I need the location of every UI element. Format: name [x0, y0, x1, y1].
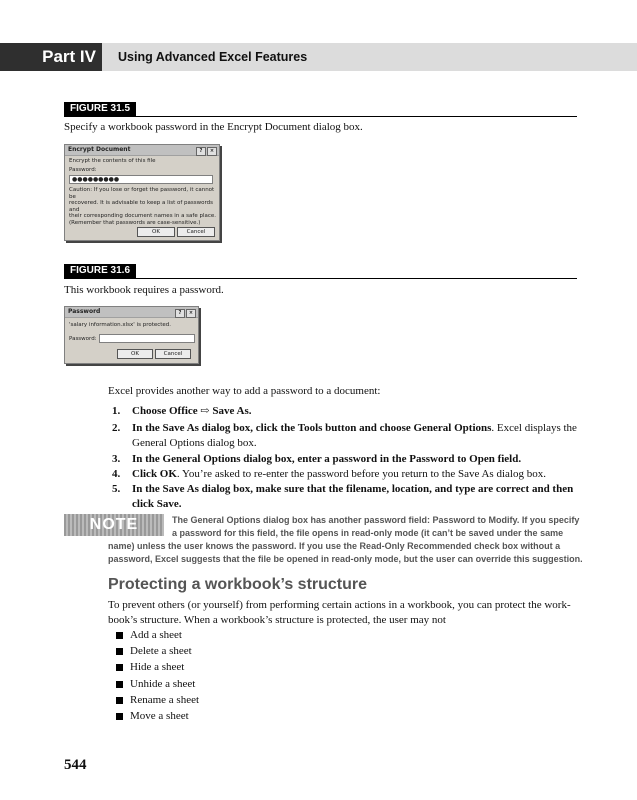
list-item-text: Move a sheet: [130, 710, 189, 722]
ok-button[interactable]: OK: [137, 227, 175, 237]
list-item: [130, 678, 195, 690]
group-label: Encrypt the contents of this file: [69, 158, 156, 164]
note-line: name) unless the user knows the password. If you use the Read-Only Recommended check box without a: [108, 541, 561, 551]
step-item: [112, 421, 577, 451]
step-item: [112, 452, 577, 467]
protected-message: 'salary information.xlsx' is protected.: [69, 322, 172, 328]
step-item: [112, 404, 577, 419]
step-number: 3.: [112, 453, 121, 465]
bullet-icon: [116, 697, 123, 704]
close-icon[interactable]: ×: [186, 309, 196, 318]
caution-line: recovered. It is advisable to keep a list of passwords and: [69, 200, 214, 213]
dialog-title: Password: [68, 308, 101, 315]
caution-line: Caution: If you lose or forget the password, it cannot be: [69, 187, 215, 200]
part-label: Part IV: [0, 43, 102, 71]
figure-31-6-label: FIGURE 31.6: [64, 264, 136, 278]
bullet-icon: [116, 713, 123, 720]
bullet-icon: [116, 632, 123, 639]
section-heading: Protecting a workbook’s structure: [108, 576, 368, 593]
step-bold: Click OK: [132, 468, 177, 480]
list-item: [130, 629, 182, 641]
step-number: 5.: [112, 483, 121, 495]
step-item: [112, 467, 577, 482]
figure-rule: [64, 278, 577, 279]
step-bold: In the Save As dialog box, make sure that the filename, location, and type are correct and then click Save.: [132, 483, 574, 510]
list-item-text: Unhide a sheet: [130, 678, 196, 690]
step-bold: In the General Options dialog box, enter a password in the Password to Open field.: [132, 453, 522, 465]
step-number: 4.: [112, 468, 121, 480]
help-icon[interactable]: ?: [175, 309, 185, 318]
bullet-icon: [116, 664, 123, 671]
list-item: [130, 694, 199, 706]
step-text: . Excel displays the General Options dialog box.: [132, 422, 577, 449]
cancel-button[interactable]: Cancel: [177, 227, 215, 237]
caution-line: (Remember that passwords are case-sensitive.): [69, 219, 201, 226]
figure-31-5-caption: Specify a workbook password in the Encrypt Document dialog box.: [64, 121, 363, 133]
figure-31-5-label: FIGURE 31.5: [64, 102, 136, 116]
step-item: [112, 482, 577, 512]
section-body-line: To prevent others (or yourself) from performing certain actions in a workbook, you can protect the work-: [108, 599, 571, 611]
caution-line: their corresponding document names in a safe place.: [69, 213, 217, 219]
ok-button[interactable]: OK: [117, 349, 153, 359]
step-number: 2.: [112, 422, 121, 434]
note-line: password, Excel suggests that the file be opened in read-only mode, but the user can override this suggestion.: [108, 554, 583, 564]
password-label: Password:: [69, 336, 97, 342]
cancel-button[interactable]: Cancel: [155, 349, 191, 359]
note-line: a password for this field, the file opens in read-only mode (it can’t be saved under the same: [172, 528, 564, 538]
list-item: [130, 710, 189, 722]
section-body-line: book’s structure. When a workbook’s structure is protected, the user may not: [108, 614, 446, 626]
list-item: [130, 645, 192, 657]
step-bold: Choose Office ⇨ Save As.: [132, 405, 252, 417]
figure-31-6-caption: This workbook requires a password.: [64, 284, 224, 296]
figure-rule: [64, 116, 577, 117]
bullet-icon: [116, 648, 123, 655]
list-item: [130, 661, 184, 673]
password-input[interactable]: ●●●●●●●●●: [69, 175, 213, 184]
note-icon: NOTE: [64, 514, 164, 536]
dialog-titlebar: [65, 307, 198, 318]
password-dialog: [64, 306, 199, 364]
note-line: The General Options dialog box has another password field: Password to Modify. If you specify: [172, 515, 580, 525]
password-label: Password:: [69, 167, 97, 173]
step-number: 1.: [112, 405, 121, 417]
step-bold: In the Save As dialog box, click the Tools button and choose General Options: [132, 422, 492, 434]
caution-text: [69, 187, 219, 226]
close-icon[interactable]: ×: [207, 147, 217, 156]
intro-paragraph: Excel provides another way to add a password to a document:: [108, 385, 381, 397]
list-item-text: Add a sheet: [130, 629, 182, 641]
bullet-icon: [116, 681, 123, 688]
list-item-text: Delete a sheet: [130, 645, 192, 657]
chapter-title: Using Advanced Excel Features: [118, 50, 308, 64]
dialog-title: Encrypt Document: [68, 146, 131, 153]
step-text: . You’re asked to re-enter the password before you return to the Save As dialog box.: [176, 468, 546, 480]
list-item-text: Hide a sheet: [130, 661, 185, 673]
password-input[interactable]: [99, 334, 195, 343]
encrypt-document-dialog: [64, 144, 220, 241]
list-item-text: Rename a sheet: [130, 694, 200, 706]
dialog-titlebar: [65, 145, 219, 156]
running-header: [0, 43, 637, 71]
page-number: 544: [64, 757, 87, 773]
help-icon[interactable]: ?: [196, 147, 206, 156]
